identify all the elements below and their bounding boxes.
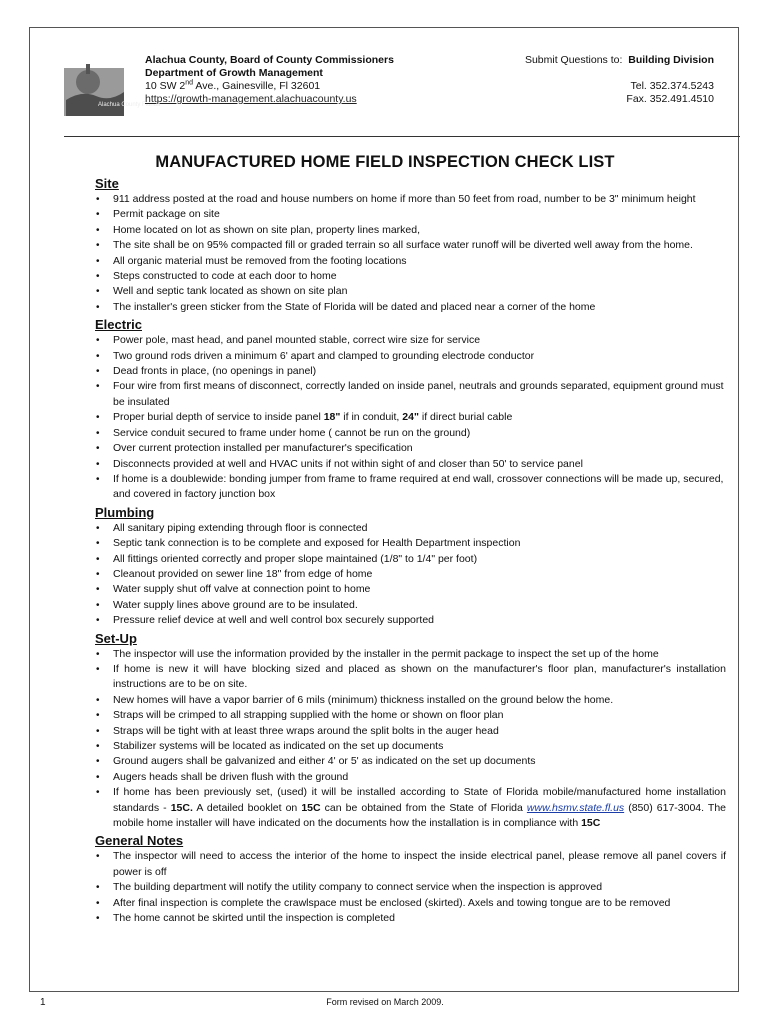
item-text: Dead fronts in place, (no openings in panel) (113, 365, 317, 378)
list-item: • The building department will notify the utility company to connect service when the inspection is approved (96, 881, 603, 894)
list-item: • Well and septic tank located as shown on site plan (96, 285, 348, 298)
section-heading: Electric (95, 317, 142, 333)
item-bold: 18" (323, 411, 341, 424)
item-text: Permit package on site (113, 208, 220, 221)
item-list (0, 521, 770, 629)
address-part: Ave., Gainesville, Fl 32601 (193, 80, 321, 92)
item-text: Water supply lines above ground are to be insulated. (113, 598, 358, 611)
list-item: • Four wire from first means of disconnect, correctly landed on inside panel, neutrals and grounds separated, equipment ground must be insulated (96, 380, 724, 408)
item-text: if direct burial cable (418, 411, 513, 424)
list-item: • If home has been previously set, (used) it will be installed according to State of Florida mobile/manufactured home installation standards - 15C. A detailed booklet on 15C can be obtained from the State of Florida www.hsmv.state.fl.us (850) 617-3004. The mobile home installer will have indicated on the documents how the installation is in compliance with 15C (96, 786, 727, 830)
hsmv-link[interactable]: www.hsmv.state.fl.us (526, 801, 625, 814)
item-text: Augers heads shall be driven flush with the ground (113, 770, 349, 783)
checklist (0, 174, 770, 926)
list-item: • Disconnects provided at well and HVAC units if not within sight of and closer than 50' to service panel (96, 457, 583, 470)
item-text: Well and septic tank located as shown on site plan (113, 285, 348, 298)
list-item: • The inspector will use the information provided by the installer in the permit package to inspect the set up of the home (96, 647, 659, 660)
submit-questions (525, 54, 714, 67)
item-bold: 15C. (170, 801, 193, 814)
item-text: (850) 617-3004. The mobile home installer will have indicated on the documents how the installation is in compliance with (113, 801, 727, 830)
list-item: • Steps constructed to code at each door to home (96, 270, 337, 283)
item-text: Proper burial depth of service to inside panel (113, 411, 324, 424)
list-item: • Cleanout provided on sewer line 18" from edge of home (96, 567, 373, 580)
item-list (0, 849, 770, 926)
item-text: Water supply shut off valve at connection point to home (113, 583, 371, 596)
header-address-block (145, 54, 394, 106)
item-text: Cleanout provided on sewer line 18" from edge of home (113, 567, 373, 580)
list-item: • Power pole, mast head, and panel mounted stable, correct wire size for service (96, 334, 481, 347)
item-bold: 15C (301, 801, 321, 814)
item-text: 911 address posted at the road and house numbers on home if more than 50 feet from road, number to be 3" minimum height (113, 193, 696, 205)
item-text: If home has been previously set, (used) it will be installed according to State of Florida mobile/manufactured home installation standards - (113, 786, 726, 814)
item-text: Disconnects provided at well and HVAC units if not within sight of and closer than 50' to service panel (113, 457, 583, 470)
item-text: Stabilizer systems will be located as indicated on the set up documents (113, 740, 444, 752)
list-item: • Stabilizer systems will be located as indicated on the set up documents (96, 740, 444, 752)
section-plumbing (0, 505, 770, 629)
list-item: • Water supply shut off valve at connection point to home (96, 583, 371, 596)
list-item: • Straps will be crimped to all strapping supplied with the home or shown on floor plan (96, 709, 504, 722)
list-item: • Water supply lines above ground are to be insulated. (96, 598, 358, 611)
header-contact-block (525, 54, 714, 106)
page-number: 1 (40, 997, 46, 1008)
list-item: • Two ground rods driven a minimum 6' apart and clamped to grounding electrode conductor (96, 349, 535, 362)
list-item: • Service conduit secured to frame under home ( cannot be run on the ground) (96, 426, 471, 439)
list-item: • Pressure relief device at well and well control box securely supported (96, 614, 434, 627)
item-text: All fittings oriented correctly and proper slope maintained (1/8" to 1/4" per foot) (113, 552, 478, 565)
list-item: • Septic tank connection is to be complete and exposed for Health Department inspection (96, 537, 521, 550)
list-item: • Augers heads shall be driven flush with the ground (96, 770, 349, 783)
address-sup: nd (185, 79, 194, 87)
list-item: • Over current protection installed per manufacturer's specification (96, 442, 413, 455)
list-item: • The home cannot be skirted until the inspection is completed (96, 912, 395, 925)
item-text: Straps will be crimped to all strapping supplied with the home or shown on floor plan (113, 709, 504, 722)
list-item: • Permit package on site (96, 208, 220, 221)
item-list (0, 647, 770, 786)
list-item: • After final inspection is complete the crawlspace must be enclosed (skirted). Axels and towing tongue are to be removed (96, 896, 671, 909)
list-item: • All fittings oriented correctly and proper slope maintained (1/8" to 1/4" per foot) (96, 552, 478, 565)
form-revised-note: Form revised on March 2009. (326, 997, 444, 1007)
list-item: • 911 address posted at the road and house numbers on home if more than 50 feet from road, number to be 3" minimum height (96, 193, 696, 205)
county-logo (62, 60, 161, 122)
list-item: • The site shall be on 95% compacted fill or graded terrain so all surface water runoff will be diverted well away from the home. (96, 239, 693, 252)
section-heading: General Notes (95, 833, 184, 849)
item-text: if in conduit, (340, 411, 403, 424)
list-item: • New homes will have a vapor barrier of 6 mils (minimum) thickness installed on the ground below the home. (96, 693, 614, 706)
list-item: • The inspector will need to access the interior of the home to inspect the inside electrical panel, please remove all panel covers if power is off (96, 850, 726, 878)
item-text: The site shall be on 95% compacted fill or graded terrain so all surface water runoff will be diverted well away from the home. (113, 239, 693, 252)
dept-name: Department of Growth Management (145, 67, 323, 79)
list-item: • All organic material must be removed from the footing locations (96, 254, 407, 267)
logo-text: Alachua County Florida (98, 102, 161, 108)
item-text: Four wire from first means of disconnect, correctly landed on inside panel, neutrals and grounds separated, equipment ground must be insulated (113, 380, 724, 408)
item-text: New homes will have a vapor barrier of 6 mils (minimum) thickness installed on the ground below the home. (113, 693, 614, 706)
item-text: can be obtained from the State of Florida (320, 801, 527, 814)
item-text: The home cannot be skirted until the inspection is completed (113, 912, 395, 925)
item-text: After final inspection is complete the crawlspace must be enclosed (skirted). Axels and towing tongue are to be removed (113, 896, 671, 909)
item-text: If home is a doublewide: bonding jumper from frame to frame required at end wall, crossover connections will be made up, secured, and covered in factory junction box (113, 472, 724, 501)
submit-to: Building Division (628, 54, 714, 66)
item-text: The inspector will need to access the interior of the home to inspect the inside electrical panel, please remove all panel covers if power is off (113, 850, 726, 878)
list-item: • Home located on lot as shown on site plan, property lines marked, (96, 223, 420, 236)
item-text: Home located on lot as shown on site plan, property lines marked, (113, 223, 420, 236)
section-heading: Plumbing (95, 504, 155, 520)
item-text: A detailed booklet on (192, 801, 302, 814)
section-setup (0, 631, 770, 832)
street-address (145, 80, 394, 93)
item-text: Straps will be tight with at least three wraps around the split bolts in the auger head (113, 724, 499, 737)
list-item: • Straps will be tight with at least three wraps around the split bolts in the auger head (96, 724, 499, 737)
header-rule (64, 136, 740, 137)
section-heading: Set-Up (95, 630, 137, 646)
item-list (0, 785, 770, 831)
item-list (0, 333, 770, 502)
list-item: • If home is new it will have blocking sized and placed as shown on the manufacturer's floor plan, manufacturer's installation instructions are to be on site. (96, 662, 726, 691)
item-text: Service conduit secured to frame under home ( cannot be run on the ground) (113, 426, 471, 439)
item-bold: 24" (402, 411, 419, 424)
item-text: The building department will notify the utility company to connect service when the inspection is approved (113, 881, 603, 894)
telephone: Tel. 352.374.5243 (630, 80, 714, 92)
section-site (0, 176, 770, 315)
list-item: • Dead fronts in place, (no openings in panel) (96, 365, 317, 378)
section-heading: Site (95, 176, 119, 191)
section-general-notes (0, 833, 770, 926)
section-electric (0, 317, 770, 502)
item-text: All organic material must be removed from the footing locations (113, 254, 407, 267)
item-text: If home is new it will have blocking sized and placed as shown on the manufacturer's floor plan, manufacturer's installation instructions are to be on site. (113, 662, 726, 691)
item-text: Septic tank connection is to be complete and exposed for Health Department inspection (113, 537, 521, 550)
item-list (0, 192, 770, 315)
item-text: Steps constructed to code at each door to home (113, 270, 337, 283)
item-bold: 15C (581, 817, 601, 830)
website-link[interactable]: https://growth-management.alachuacounty.us (145, 93, 357, 105)
list-item: • The installer's green sticker from the State of Florida will be dated and placed near a corner of the home (96, 300, 596, 313)
list-item: • If home is a doublewide: bonding jumper from frame to frame required at end wall, crossover connections will be made up, secured, and covered in factory junction box (96, 472, 724, 501)
submit-label: Submit Questions to: (524, 54, 623, 66)
item-text: Ground augers shall be galvanized and either 4' or 5' as indicated on the set up documents (113, 755, 536, 768)
list-item: • Ground augers shall be galvanized and either 4' or 5' as indicated on the set up documents (96, 755, 536, 768)
item-text: Two ground rods driven a minimum 6' apart and clamped to grounding electrode conductor (113, 349, 535, 362)
org-name: Alachua County, Board of County Commissioners (145, 54, 394, 66)
item-text: All sanitary piping extending through floor is connected (113, 521, 368, 534)
fax: Fax. 352.491.4510 (626, 93, 714, 105)
list-item: • All sanitary piping extending through floor is connected (96, 521, 368, 534)
item-text: The inspector will use the information provided by the installer in the permit package to inspect the set up of the home (113, 647, 659, 660)
item-text: Power pole, mast head, and panel mounted stable, correct wire size for service (113, 334, 481, 347)
page-title: MANUFACTURED HOME FIELD INSPECTION CHECK LIST (155, 153, 615, 171)
list-item: • Proper burial depth of service to inside panel 18" if in conduit, 24" if direct burial cable (96, 411, 513, 424)
item-text: The installer's green sticker from the State of Florida will be dated and placed near a corner of the home (113, 300, 596, 313)
item-text: Over current protection installed per manufacturer's specification (113, 442, 413, 455)
address-part: 10 SW 2 (145, 80, 186, 92)
item-text: Pressure relief device at well and well control box securely supported (113, 614, 434, 627)
